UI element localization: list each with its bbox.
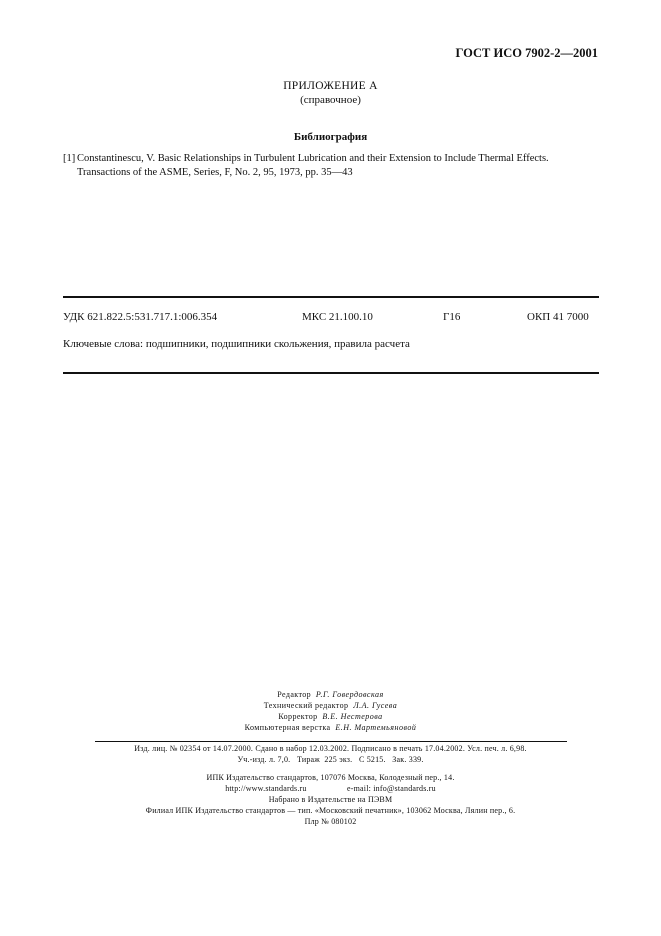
credit-role: Технический редактор	[263, 701, 349, 710]
credit-person: Е.Н. Мартемьяновой	[335, 723, 417, 732]
bibliography-entry-line-1: Constantinescu, V. Basic Relationships in Turbulent Lubrication and their Extension to Include Thermal Effects.	[77, 153, 549, 164]
okp-code: ОКП 41 7000	[527, 311, 589, 323]
publisher-license: Плр № 080102	[304, 817, 357, 826]
bottom-divider	[63, 372, 599, 374]
publisher-branch: Филиал ИПК Издательство стандартов — тип. «Московский печатник», 103062 Москва, Лялин пер., 6.	[145, 806, 516, 815]
credit-role: Редактор	[277, 690, 312, 699]
appendix-subtitle: (справочное)	[300, 94, 361, 106]
publisher-address: ИПК Издательство стандартов, 107076 Москва, Колодезный пер., 14.	[206, 773, 455, 782]
document-code: ГОСТ ИСО 7902-2—2001	[455, 46, 598, 60]
publisher-email: e-mail: info@standards.ru	[347, 784, 436, 793]
mks-code: МКС 21.100.10	[302, 311, 373, 323]
keywords: Ключевые слова: подшипники, подшипники скольжения, правила расчета	[63, 338, 410, 350]
publisher-divider	[95, 741, 567, 742]
group-code: Г16	[443, 311, 461, 323]
appendix-title: ПРИЛОЖЕНИЕ А	[283, 80, 378, 92]
credit-editor	[0, 690, 661, 699]
bibliography-entry-line-2: Transactions of the ASME, Series, F, No. 2, 95, 1973, pp. 35—43	[77, 167, 353, 178]
publisher-website: http://www.standards.ru	[225, 784, 307, 793]
credit-role: Компьютерная верстка	[244, 723, 331, 732]
publisher-contacts	[0, 784, 661, 793]
bibliography-heading: Библиография	[293, 131, 368, 143]
credit-person: Р.Г. Говердовская	[315, 690, 384, 699]
bibliography-entry-text	[77, 152, 608, 180]
credit-proofreader	[0, 712, 661, 721]
credit-role: Корректор	[278, 712, 318, 721]
print-info-line-2: Уч.-изд. л. 7,0. Тираж 225 экз. С 5215. Зак. 339.	[237, 755, 424, 764]
print-info-line-1: Изд. лиц. № 02354 от 14.07.2000. Сдано в набор 12.03.2002. Подписано в печать 17.04.2002. Усл. печ. л. 6,98.	[134, 744, 527, 753]
top-divider	[63, 296, 599, 298]
publisher-typeset: Набрано в Издательстве на ПЭВМ	[268, 795, 393, 804]
udk-code: УДК 621.822.5:531.717.1:006.354	[63, 311, 218, 323]
credit-layout	[0, 723, 661, 732]
credit-person: В.Е. Нестерова	[322, 712, 383, 721]
credit-person: Л.А. Гусева	[353, 701, 398, 710]
bibliography-entry-number: [1]	[63, 153, 76, 164]
credit-tech-editor	[0, 701, 661, 710]
